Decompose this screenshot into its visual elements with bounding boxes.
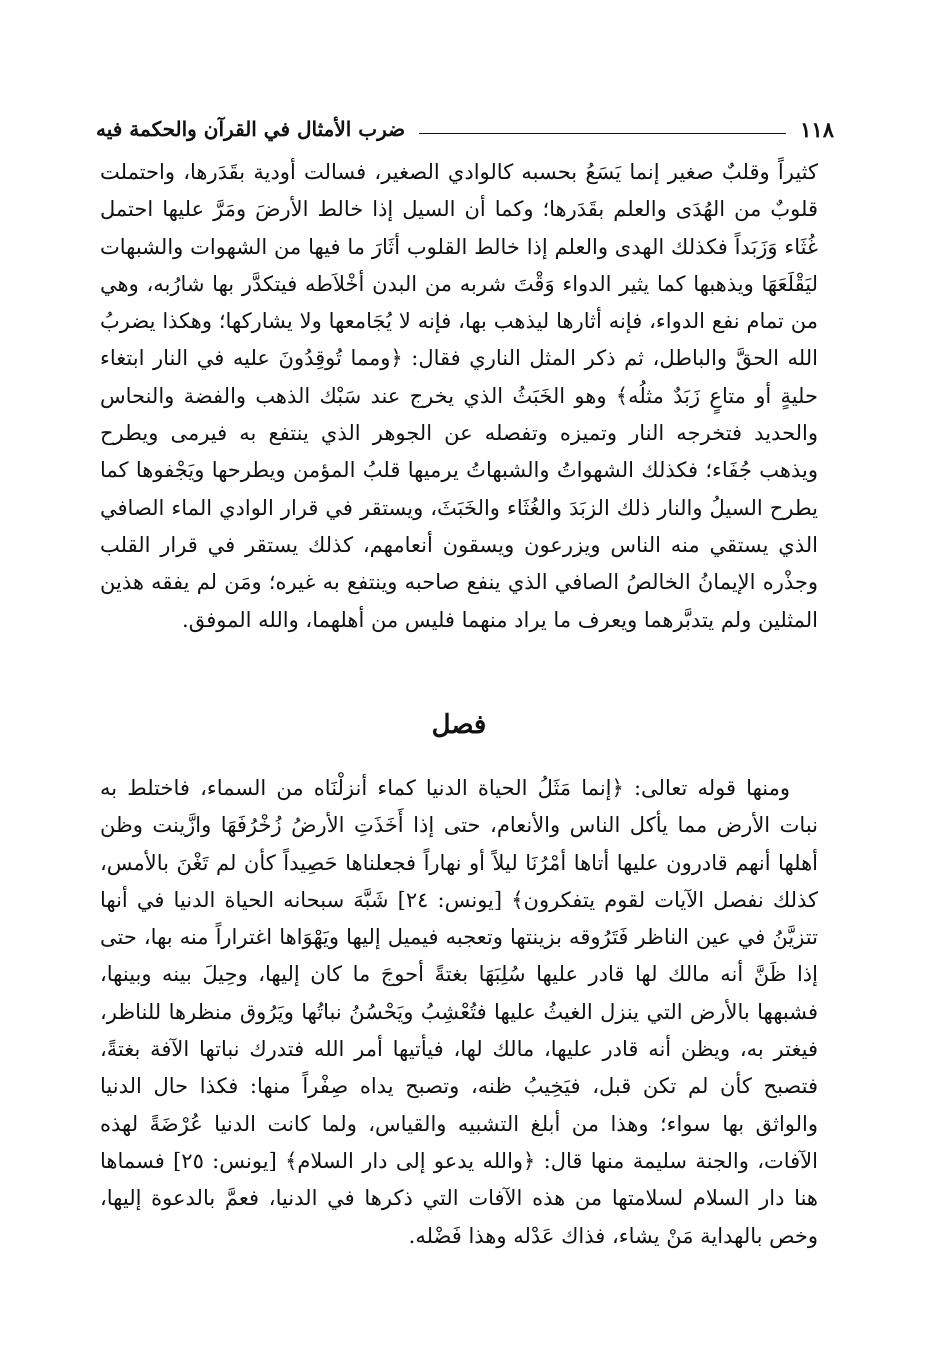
body-paragraph-1 <box>100 154 818 639</box>
body-paragraph-2 <box>100 770 818 1255</box>
paragraph-text: كثيراً وقلبٌ صغير إنما يَسَعُ بحسبه كالوادي الصغير، فسالت أودية بقَدَرها، واحتملت قلوبٌ من الهُدَى والعلم بقَدَرها؛ وكما أن السيل إذا خالط الأرضَ ومَرَّ عليها احتمل غُثَاء وَزَبَداً فكذلك الهدى والعلم إذا خالط القلوب أثَارَ ما فيها من الشهوات والشبهات ليَقْلَعَهَا ويذهبها كما يثير الدواء وَقْتَ شربه من البدن أخْلاَطه فيتكدَّر بها شارُبه، وهي من تمام نفع الدواء، فإنه أثارها ليذهب بها، فإنه لا يُجَامعها ولا يشاركها؛ وهكذا يضربُ الله الحقَّ والباطل، ثم ذكر المثل الناري فقال: ﴿ومما تُوقِدُونَ عليه في النار ابتغاء حليةٍ أو متاعٍ زَبَدٌ مثلُه﴾ وهو الخَبَثُ الذي يخرج عند سَبْك الذهب والفضة والنحاس والحديد فتخرجه النار وتميزه وتفصله عن الجوهر الذي ينتفع به فيرمى ويطرح ويذهب جُفَاء؛ فكذلك الشهواتُ والشبهاتُ يرميها قلبُ المؤمن ويطرحها ويَجْفوها كما يطرح السيلُ والنار ذلك الزبَدَ والغُثَاء والخَبَثَ، ويستقر في قرار الوادي الماء الصافي الذي يستقي منه الناس ويزرعون ويسقون أنعامهم، كذلك يستقر في قرار القلب وجذْره الإيمانُ الخالصُ الصافي الذي ينفع صاحبه وينتفع به غيره؛ ومَن لم يفقه هذين المثلين ولم يتدبَّرهما ويعرف ما يراد منهما فليس من أهلهما، والله الموفق. <box>100 160 818 632</box>
header-rule <box>419 133 786 134</box>
page-header <box>96 112 834 146</box>
running-title: ضرب الأمثال في القرآن والحكمة فيه <box>96 117 406 141</box>
section-heading: فصل <box>431 710 487 740</box>
paragraph-text: ومنها قوله تعالى: ﴿إنما مَثَلُ الحياة الدنيا كماء أنزلْنَاه من السماء، فاختلط به نبات الأرض مما يأكل الناس والأنعام، حتى إذا أَخَذَتِ الأرضُ زُخْرُفَهَا وازَّينت وظن أهلها أنهم قادرون عليها أتاها أمْرُنَا ليلاً أو نهاراً فجعلناها حَصِيداً كأن لم تَغْنَ بالأمس، كذلك نفصل الآيات لقوم يتفكرون﴾ [يونس: ٢٤] شَبَّهَ سبحانه الحياة الدنيا في أنها تتزيَّنُ في عين الناظر فَتَرُوقه بزينتها وتعجبه فيميل إليها ويَهْوَاها اغتراراً منه بها، حتى إذا ظَنَّ أنه مالك لها قادر عليها سُلِبَهَا بغتةً أحوجَ ما كان إليها، وحِيلَ بينه وبينها، فشبهها بالأرض التي ينزل الغيثُ عليها فتُعْشِبُ ويَحْسُنُ نباتُها ويَرُوق منظرها للناظر، فيغتر به، ويظن أنه قادر عليها، مالك لها، فيأتيها أمر الله فتدرك نباتها الآفة بغتةً، فتصبح كأن لم تكن قبل، فيَخِيبُ ظنه، وتصبح يداه صِفْراً منها: فكذا حال الدنيا والواثق بها سواء؛ وهذا من أبلغ التشبيه والقياس، ولما كانت الدنيا عُرْضَةً لهذه الآفات، والجنة سليمة منها قال: ﴿والله يدعو إلى دار السلام﴾ [يونس: ٢٥] فسماها هنا دار السلام لسلامتها من هذه الآفات التي ذكرها في الدنيا، فعمَّ بالدعوة إليها، وخص بالهداية مَنْ يشاء، فذاك عَدْله وهذا فَضْله. <box>100 776 818 1248</box>
page-number: ١١٨ <box>800 116 834 142</box>
